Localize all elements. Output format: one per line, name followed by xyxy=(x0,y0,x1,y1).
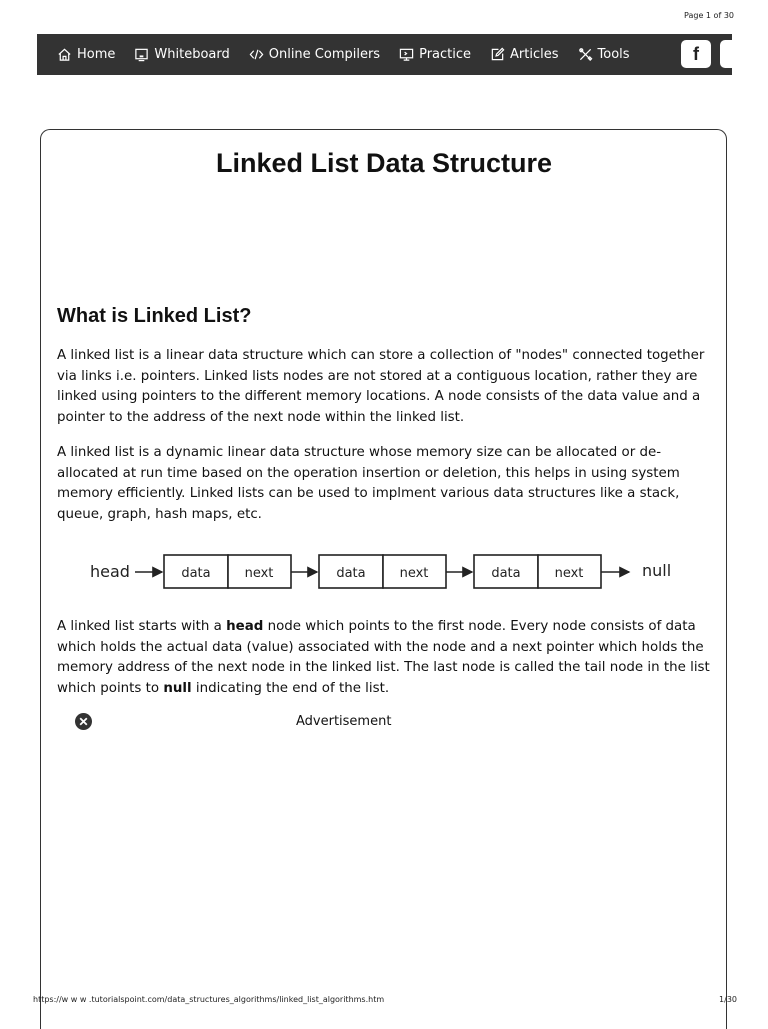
node-data-label: data xyxy=(181,566,211,581)
page-number: 1/30 xyxy=(719,995,737,1004)
tools-icon xyxy=(578,47,593,62)
top-navbar xyxy=(37,34,732,75)
node-next-label: next xyxy=(554,566,584,581)
nav-home-label: Home xyxy=(77,47,116,62)
nav-articles-label: Articles xyxy=(510,47,559,62)
text-span: indicating the end of the list. xyxy=(191,680,390,696)
page-indicator: Page 1 of 30 xyxy=(684,11,734,20)
page-url: https://w w w .tutorialspoint.com/data_structures_algorithms/linked_list_algorithms.htm xyxy=(33,995,385,1004)
code-icon xyxy=(249,47,264,62)
nav-whiteboard[interactable] xyxy=(134,47,229,62)
node-data-label: data xyxy=(491,566,521,581)
facebook-icon[interactable]: f xyxy=(681,40,711,68)
nav-tools-label: Tools xyxy=(597,47,630,62)
section-heading: What is Linked List? xyxy=(57,305,252,327)
text-span: A linked list starts with a xyxy=(57,619,227,634)
node-next-label: next xyxy=(244,566,274,581)
node-next-label: next xyxy=(399,566,429,581)
nav-whiteboard-label: Whiteboard xyxy=(154,47,230,62)
page-title: Linked List Data Structure xyxy=(215,148,553,178)
edit-icon xyxy=(490,47,505,62)
diagram-node-3 xyxy=(474,555,601,588)
nav-practice[interactable] xyxy=(399,47,471,62)
linked-list-diagram xyxy=(85,548,685,598)
advertisement-label: Advertisement xyxy=(296,714,392,729)
bold-head: head xyxy=(226,619,264,634)
diagram-node-1 xyxy=(164,555,291,588)
nav-practice-label: Practice xyxy=(419,47,472,62)
social-share-icon[interactable] xyxy=(720,40,732,68)
nav-online-compilers[interactable] xyxy=(249,47,380,62)
home-icon xyxy=(57,47,72,62)
nav-tools[interactable] xyxy=(578,47,630,62)
diagram-node-2 xyxy=(319,555,446,588)
node-data-label: data xyxy=(336,566,366,581)
nav-home[interactable] xyxy=(57,47,115,62)
paragraph-head-node xyxy=(57,617,712,699)
whiteboard-icon xyxy=(134,47,149,62)
text-span: node which points to the first node. Every node consists of data which holds the actual data (value) associated with the node and a next pointer which holds the memory address of the next node in the linked list. The last node is called the tail node in the list which points to xyxy=(57,619,710,696)
nav-online-compilers-label: Online Compilers xyxy=(268,47,381,62)
monitor-icon xyxy=(399,47,414,62)
nav-articles[interactable] xyxy=(490,47,558,62)
bold-null: null xyxy=(163,680,192,696)
close-ad-icon[interactable] xyxy=(75,713,92,730)
diagram-null-label: null xyxy=(642,561,672,580)
paragraph-dynamic: A linked list is a dynamic linear data structure whose memory size can be allocated or de-allocated at run time based on the operation insertion or deletion, this helps in using system memory efficiently. Linked lists can be used to implment various data structures like a stack, queue, graph, hash maps, etc. xyxy=(57,445,680,522)
diagram-head-label: head xyxy=(90,562,130,581)
paragraph-definition: A linked list is a linear data structure which can store a collection of "nodes" connected together via links i.e. pointers. Linked lists nodes are not stored at a contiguous location, rather they are linked using pointers to the different memory locations. A node consists of the data value and a pointer to the address of the next node within the linked list. xyxy=(57,348,705,425)
